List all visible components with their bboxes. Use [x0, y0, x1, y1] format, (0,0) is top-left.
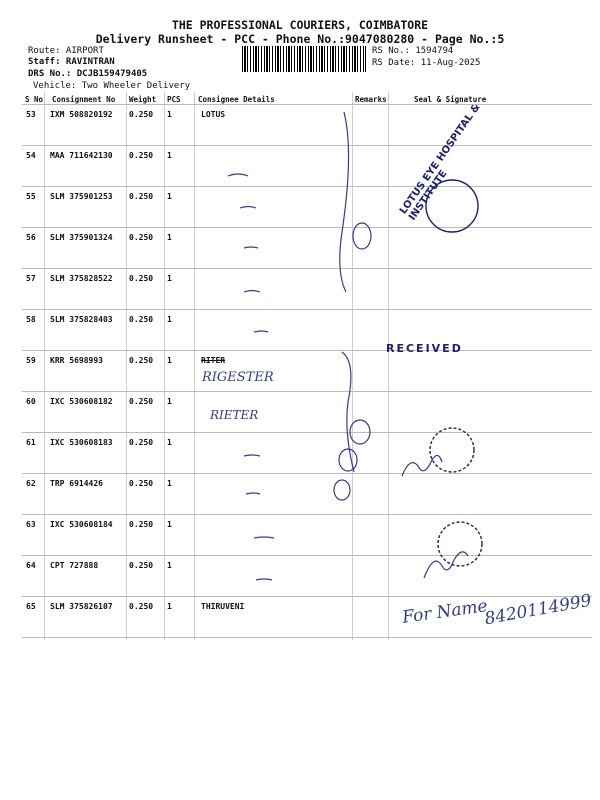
runsheet-table [22, 92, 592, 640]
cell-sno: 57 [26, 274, 36, 283]
cell-weight: 0.250 [129, 110, 154, 119]
row-divider [22, 350, 592, 351]
cell-consignment: SLM 375828522 [50, 274, 113, 283]
col-divider [194, 92, 195, 640]
cell-pcs: 1 [167, 151, 172, 160]
row-divider [22, 391, 592, 392]
row-divider [22, 145, 592, 146]
cell-sno: 65 [26, 602, 36, 611]
received-stamp: RECEIVED [386, 342, 463, 355]
cell-sno: 55 [26, 192, 36, 201]
col-header-seal: Seal & Signature [414, 95, 487, 104]
cell-sno: 61 [26, 438, 36, 447]
cell-pcs: 1 [167, 479, 172, 488]
barcode [242, 46, 366, 72]
cell-consignee: RITER [201, 356, 226, 365]
cell-consignment: KRR 5698993 [50, 356, 103, 365]
cell-consignment: IXC 530608184 [50, 520, 113, 529]
cell-sno: 62 [26, 479, 36, 488]
cell-consignment: SLM 375828403 [50, 315, 113, 324]
col-header-weight: Weight [129, 95, 157, 104]
row-divider [22, 227, 592, 228]
col-header-consignee: Consignee Details [198, 95, 275, 104]
runsheet-title: THE PROFESSIONAL COURIERS, COIMBATORE [171, 18, 429, 32]
row-divider [22, 473, 592, 474]
row-divider [22, 555, 592, 556]
cell-sno: 64 [26, 561, 36, 570]
cell-weight: 0.250 [129, 602, 154, 611]
cell-sno: 53 [26, 110, 36, 119]
cell-weight: 0.250 [129, 561, 154, 570]
cell-sno: 63 [26, 520, 36, 529]
col-header-remarks: Remarks [355, 95, 387, 104]
cell-pcs: 1 [167, 397, 172, 406]
cell-sno: 60 [26, 397, 36, 406]
cell-pcs: 1 [167, 315, 172, 324]
row-divider [22, 596, 592, 597]
cell-pcs: 1 [167, 602, 172, 611]
cell-sno: 59 [26, 356, 36, 365]
cell-weight: 0.250 [129, 315, 154, 324]
handwritten-rieter: RIETER [210, 408, 259, 422]
cell-consignee: LOTUS [201, 110, 226, 119]
staff-label: Staff: RAVINTRAN [28, 57, 115, 67]
col-divider [44, 92, 45, 640]
cell-sno: 54 [26, 151, 36, 160]
cell-weight: 0.250 [129, 479, 154, 488]
cell-weight: 0.250 [129, 274, 154, 283]
cell-weight: 0.250 [129, 397, 154, 406]
cell-consignment: IXC 530608182 [50, 397, 113, 406]
route-label: Route: AIRPORT [28, 46, 104, 56]
col-divider [164, 92, 165, 640]
cell-weight: 0.250 [129, 151, 154, 160]
cell-consignment: IXC 530608183 [50, 438, 113, 447]
runsheet-subtitle: Delivery Runsheet - PCC - Phone No.:9047080280 - Page No.:5 [95, 32, 505, 46]
rs-date: RS Date: 11-Aug-2025 [372, 58, 481, 68]
rs-number: RS No.: 1594794 [372, 46, 454, 56]
row-divider [22, 309, 592, 310]
col-header-consignment: Consignment No [52, 95, 116, 104]
drs-number: DRS No.: DCJB159479405 [28, 69, 148, 79]
cell-consignee: THIRUVENI [201, 602, 245, 611]
row-divider [22, 432, 592, 433]
row-divider [22, 268, 592, 269]
header-divider [22, 104, 592, 105]
cell-sno: 58 [26, 315, 36, 324]
cell-consignment: IXM 508820192 [50, 110, 113, 119]
cell-pcs: 1 [167, 561, 172, 570]
handwritten-for-name: For Name [401, 596, 489, 628]
hospital-stamp: LOTUS EYE HOSPITAL & INSTITUTE [398, 101, 483, 223]
col-header-sno: S No [25, 95, 44, 104]
row-divider [22, 514, 592, 515]
col-divider [388, 92, 389, 640]
vehicle-label: Vehicle: Two Wheeler Delivery [33, 81, 191, 91]
col-divider [352, 92, 353, 640]
cell-pcs: 1 [167, 192, 172, 201]
cell-pcs: 1 [167, 356, 172, 365]
row-divider [22, 186, 592, 187]
cell-weight: 0.250 [129, 192, 154, 201]
cell-consignment: SLM 375901324 [50, 233, 113, 242]
cell-weight: 0.250 [129, 356, 154, 365]
cell-weight: 0.250 [129, 233, 154, 242]
handwritten-phone: 8420114999 [483, 590, 594, 630]
cell-pcs: 1 [167, 233, 172, 242]
cell-pcs: 1 [167, 520, 172, 529]
cell-consignment: SLM 375826107 [50, 602, 113, 611]
cell-pcs: 1 [167, 438, 172, 447]
cell-weight: 0.250 [129, 520, 154, 529]
cell-consignment: CPT 727888 [50, 561, 99, 570]
col-header-pcs: PCS [167, 95, 181, 104]
handwritten-rigester: RIGESTER [202, 370, 274, 385]
row-divider [22, 637, 592, 638]
cell-sno: 56 [26, 233, 36, 242]
cell-pcs: 1 [167, 110, 172, 119]
col-divider [126, 92, 127, 640]
cell-pcs: 1 [167, 274, 172, 283]
cell-consignment: SLM 375901253 [50, 192, 113, 201]
cell-weight: 0.250 [129, 438, 154, 447]
cell-consignment: TRP 6914426 [50, 479, 103, 488]
cell-consignment: MAA 711642130 [50, 151, 113, 160]
